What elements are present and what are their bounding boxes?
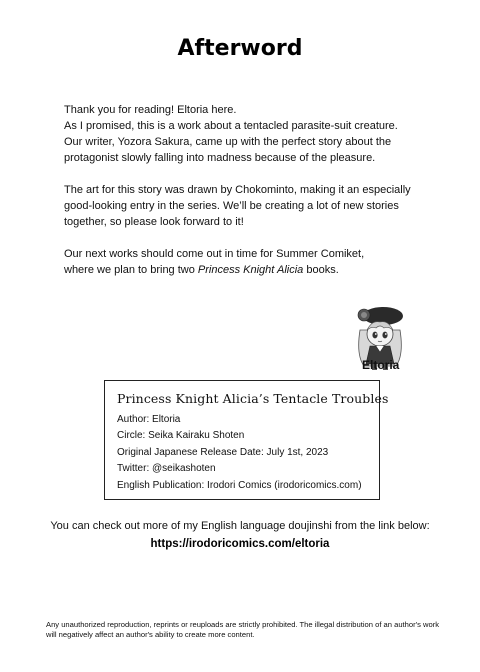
info-release-date: Original Japanese Release Date: July 1st, 2023 bbox=[117, 446, 329, 458]
paragraph-next-works bbox=[64, 246, 424, 278]
page-title: Afterword bbox=[177, 36, 303, 61]
author-page-link[interactable]: https://irodoricomics.com/eltoria bbox=[150, 538, 330, 550]
text-line: The art for this story was drawn by Chokominto, making it an especially bbox=[64, 184, 411, 196]
text-line: Thank you for reading! Eltoria here. bbox=[64, 104, 237, 116]
paragraph-intro bbox=[64, 102, 424, 166]
info-twitter: Twitter: @seikashoten bbox=[117, 463, 216, 475]
info-circle: Circle: Seika Kairaku Shoten bbox=[117, 430, 245, 442]
text-line: together, so please look forward to it! bbox=[64, 216, 244, 228]
text-line: protagonist slowly falling into madness because of the pleasure. bbox=[64, 152, 376, 164]
paragraph-art bbox=[64, 182, 424, 230]
series-title-emphasis: Princess Knight Alicia bbox=[197, 264, 304, 276]
copyright-notice: Any unauthorized reproduction, reprints or reuploads are strictly prohibited. The illegal distribution of an author's work will negatively affect an author's ability to create more content. bbox=[46, 620, 440, 639]
text-line: Our writer, Yozora Sakura, came up with the perfect story about the bbox=[64, 136, 392, 148]
info-english-publication: English Publication: Irodori Comics (irodoricomics.com) bbox=[117, 479, 362, 491]
text-segment: where we plan to bring two bbox=[64, 264, 198, 276]
text-line: As I promised, this is a work about a tentacled parasite-suit creature. bbox=[64, 120, 398, 132]
text-line: good-looking entry in the series. We’ll be creating a lot of new stories bbox=[64, 200, 399, 212]
text-line-with-emphasis bbox=[64, 262, 424, 278]
author-signature: Eltoria bbox=[362, 358, 400, 372]
text-segment: books. bbox=[303, 264, 339, 276]
info-author: Author: Eltoria bbox=[117, 414, 181, 425]
publication-info-box bbox=[104, 380, 389, 500]
book-title: Princess Knight Alicia’s Tentacle Troubles bbox=[117, 391, 389, 406]
promo-text: You can check out more of my English language doujinshi from the link below: bbox=[50, 520, 430, 532]
text-line: Our next works should come out in time for Summer Comiket, bbox=[64, 248, 365, 260]
